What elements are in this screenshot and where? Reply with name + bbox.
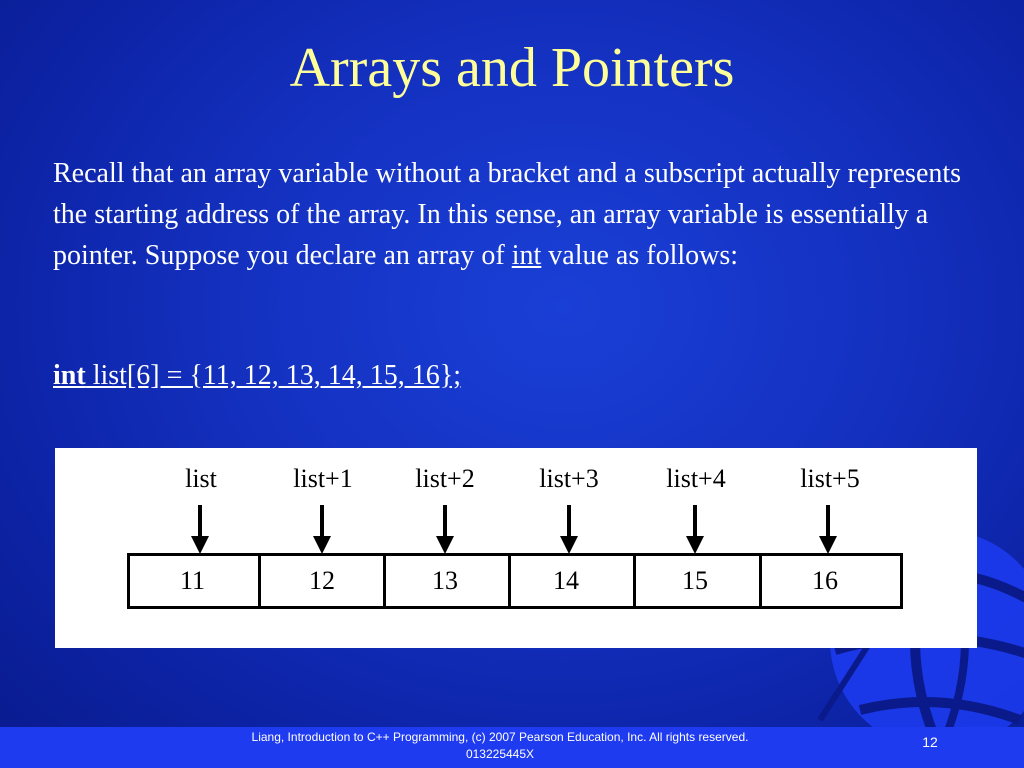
paragraph-text-2: value as follows: <box>541 240 739 271</box>
pointer-label-list-plus-1: list+1 <box>293 464 353 493</box>
pointer-label-list-plus-4: list+4 <box>666 464 726 493</box>
footer-line-1: Liang, Introduction to C++ Programming, (c) 2007 Pearson Education, Inc. All rights reserved. <box>251 730 749 744</box>
arrow-icon <box>686 505 704 554</box>
pointer-label-list-plus-5: list+5 <box>800 464 860 493</box>
array-diagram <box>55 448 977 648</box>
pointer-label-list-plus-3: list+3 <box>539 464 599 493</box>
arrow-icon <box>191 505 209 554</box>
code-declaration <box>53 360 461 392</box>
array-cell-4: 15 <box>633 553 762 609</box>
code-keyword: int <box>53 360 86 391</box>
pointer-label-list: list <box>185 464 217 493</box>
arrow-icon <box>560 505 578 554</box>
arrow-icon <box>313 505 331 554</box>
code-rest: list[6] = {11, 12, 13, 14, 15, 16}; <box>85 360 461 391</box>
footer-copyright <box>200 729 800 763</box>
arrow-icon <box>819 505 837 554</box>
footer-line-2: 013225445X <box>465 747 535 761</box>
page-number: 12 <box>922 734 938 750</box>
int-keyword-link: int <box>511 240 542 271</box>
intro-paragraph <box>53 153 993 276</box>
array-cell-5: 16 <box>759 553 903 609</box>
array-cell-0: 11 <box>127 553 261 609</box>
array-cell-2: 13 <box>383 553 511 609</box>
pointer-arrows <box>55 448 977 648</box>
array-cell-3: 14 <box>508 553 636 609</box>
arrow-icon <box>436 505 454 554</box>
pointer-label-list-plus-2: list+2 <box>415 464 475 493</box>
paragraph-text-1: Recall that an array variable without a bracket and a subscript actually represents the starting address of the array. In this sense, an array variable is essentially a pointer. Suppose you declare an array of <box>53 158 962 271</box>
slide-title: Arrays and Pointers <box>289 37 735 99</box>
array-cell-1: 12 <box>258 553 386 609</box>
